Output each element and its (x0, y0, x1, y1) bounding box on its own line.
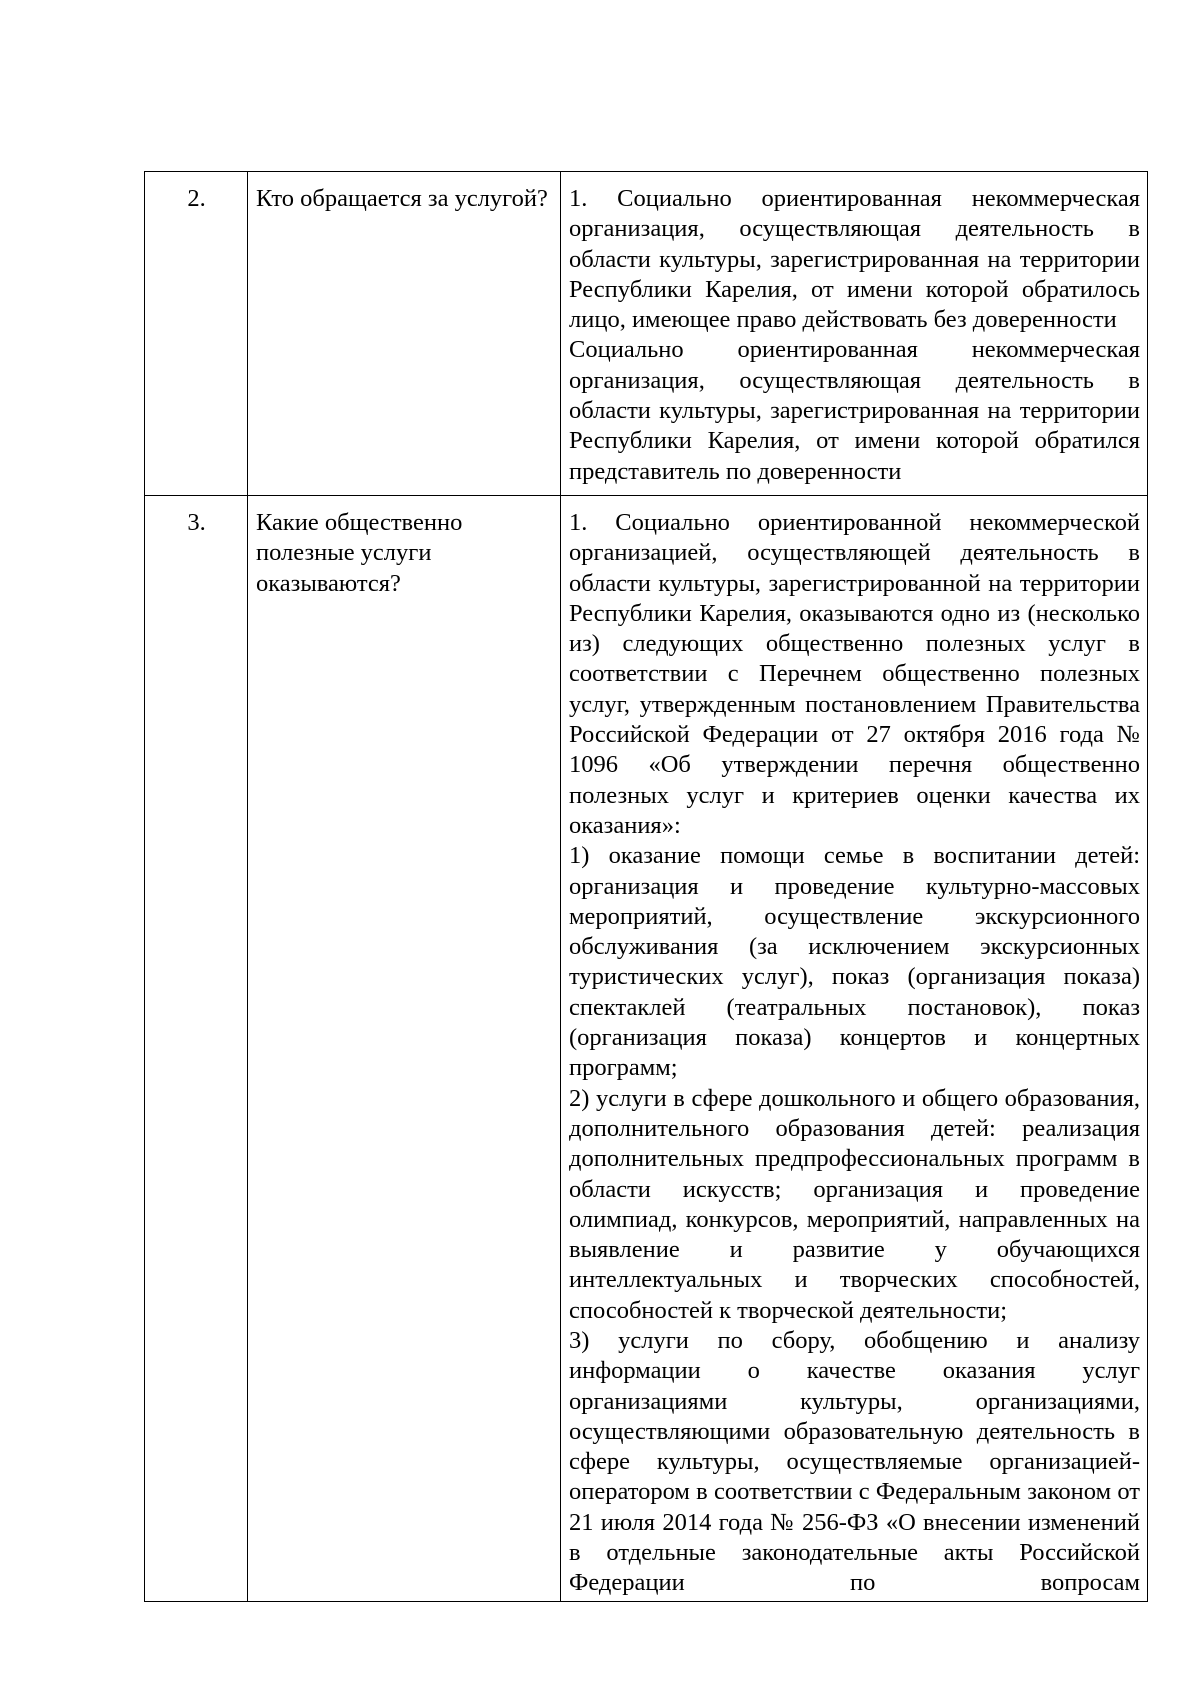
row-answer (561, 172, 1148, 496)
answer-paragraph: 2) услуги в сфере дошкольного и общего образования, дополнительного образования детей: реализация дополнительных предпрофессиональных программ в области искусств; организация и проведение олимпиад, конкурсов, мероприятий, направленных на выявление и развитие у обучающихся интеллектуальных и творческих способностей, способностей к творческой деятельности; (569, 1084, 1140, 1324)
row-question: Какие общественно полезные услуги оказываются? (248, 495, 561, 1601)
answer-paragraph: 1) оказание помощи семье в воспитании детей: организация и проведение культурно-массовых мероприятий, осуществление экскурсионного обслуживания (за исключением экскурсионных туристических услуг), показ (организация показа) спектаклей (театральных постановок), показ (организация показа) концертов и концертных программ; (569, 842, 1140, 1082)
table-row (145, 495, 1148, 1601)
row-answer (561, 495, 1148, 1601)
row-number: 3. (145, 495, 248, 1601)
row-question: Кто обращается за услугой? (248, 172, 561, 496)
row-number: 2. (145, 172, 248, 496)
answer-paragraph: 1. Социально ориентированная некоммерческая организация, осуществляющая деятельность в области культуры, зарегистрированная на территории Республики Карелия, от имени которой обратилось лицо, имеющее право действовать без доверенности (569, 185, 1140, 334)
services-table (144, 171, 1148, 1602)
table-row (145, 172, 1148, 496)
answer-paragraph: 3) услуги по сбору, обобщению и анализу информации о качестве оказания услуг организациями культуры, организациями, осуществляющими образовательную деятельность в сфере культуры, осуществляемые организацией-оператором в соответствии с Федеральным законом от 21 июля 2014 года № 256-ФЗ «О внесении изменений в отдельные законодательные акты Российской Федерации по вопросам (569, 1326, 1140, 1597)
answer-paragraph: Социально ориентированная некоммерческая организация, осуществляющая деятельность в области культуры, зарегистрированная на территории Республики Карелия, от имени которой обратился представитель по доверенности (569, 336, 1140, 485)
answer-paragraph: 1. Социально ориентированной некоммерческой организацией, осуществляющей деятельность в области культуры, зарегистрированной на территории Республики Карелия, оказываются одно из (несколько из) следующих общественно полезных услуг в соответствии с Перечнем общественно полезных услуг, утвержденным постановлением Правительства Российской Федерации от 27 октября 2016 года № 1096 «Об утверждении перечня общественно полезных услуг и критериев оценки качества их оказания»: (569, 508, 1140, 839)
